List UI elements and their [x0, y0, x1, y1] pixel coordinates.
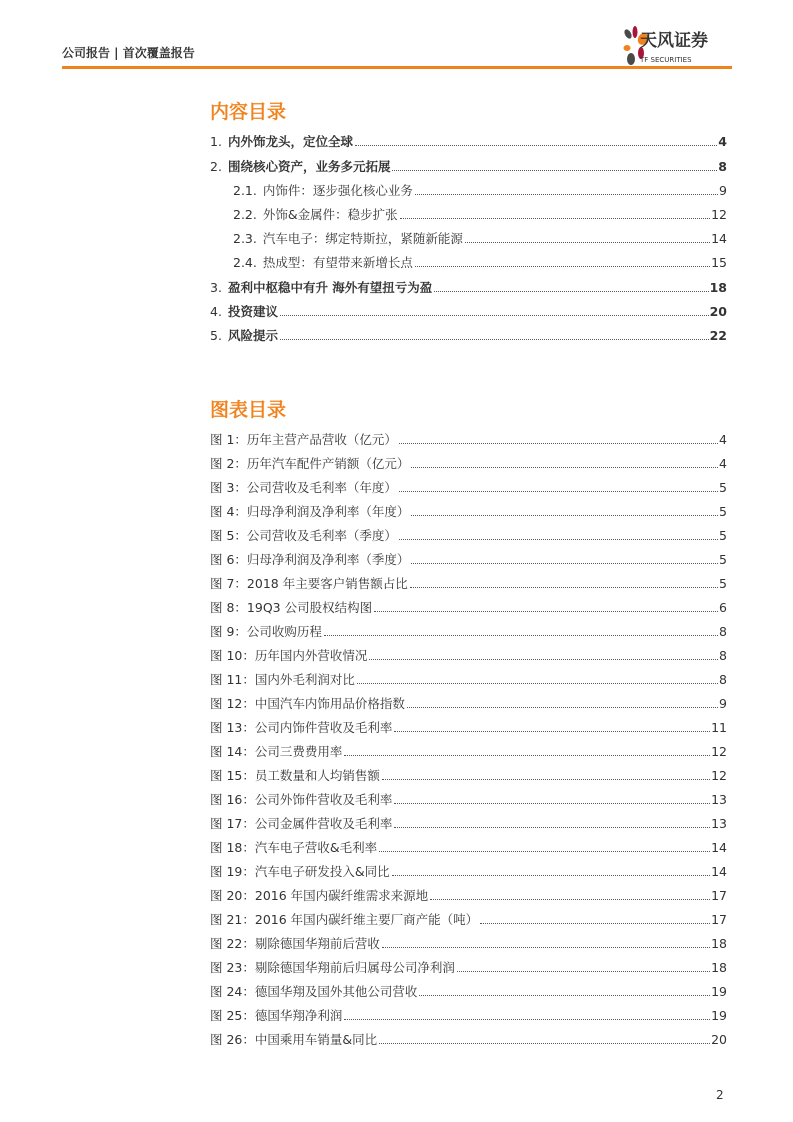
- entry-title: 围绕核心资产，业务多元拓展: [227, 159, 391, 174]
- entry-title: 图 13：公司内饰件营收及毛利率: [210, 719, 393, 735]
- entry-title: 盈利中枢稳中有升 海外有望扭亏为盈: [227, 280, 433, 295]
- contents-title: 内容目录: [210, 101, 287, 123]
- entry-page: 14: [711, 839, 727, 855]
- entry-page: 4: [719, 455, 727, 471]
- entry-number: 2.: [210, 159, 222, 174]
- leader-dots: [411, 467, 718, 468]
- leader-dots: [280, 315, 709, 316]
- entry-page: 17: [711, 911, 727, 927]
- entry-title: 图 3：公司营收及毛利率（年度）: [210, 479, 397, 495]
- entry-number: 2.4.: [233, 255, 257, 270]
- toc-entry[interactable]: [210, 814, 727, 832]
- entry-page: 22: [709, 328, 727, 343]
- toc-entry[interactable]: [233, 205, 727, 223]
- entry-page: 8: [719, 671, 727, 687]
- entry-page: 12: [711, 743, 727, 759]
- entry-page: 8: [719, 623, 727, 639]
- leader-dots: [457, 971, 710, 972]
- page-number: 2: [716, 1088, 724, 1102]
- entry-title: 图 14：公司三费费用率: [210, 743, 343, 759]
- toc-entry[interactable]: [210, 326, 727, 344]
- toc-entry[interactable]: [210, 694, 727, 712]
- leader-dots: [379, 1043, 710, 1044]
- entry-page: 20: [709, 304, 727, 319]
- toc-entry[interactable]: [233, 181, 727, 199]
- entry-title: 图 26：中国乘用车销量&同比: [210, 1031, 378, 1047]
- entry-page: 14: [711, 231, 727, 246]
- toc-entry[interactable]: [210, 478, 727, 496]
- entry-number: 5.: [210, 328, 222, 343]
- leader-dots: [434, 291, 708, 292]
- toc-entry[interactable]: [210, 838, 727, 856]
- entry-title: 图 5：公司营收及毛利率（季度）: [210, 527, 397, 543]
- entry-title: 图 17：公司金属件营收及毛利率: [210, 815, 393, 831]
- entry-page: 18: [711, 935, 727, 951]
- leader-dots: [324, 635, 718, 636]
- entry-page: 15: [711, 255, 727, 270]
- leader-dots: [430, 899, 710, 900]
- entry-title: 外饰&金属件：稳步扩张: [262, 207, 398, 222]
- entry-page: 5: [719, 551, 727, 567]
- toc-entry[interactable]: [210, 742, 727, 760]
- entry-page: 20: [711, 1031, 727, 1047]
- entry-number: 2.1.: [233, 183, 257, 198]
- entry-title: 图 15：员工数量和人均销售额: [210, 767, 380, 783]
- leader-dots: [415, 266, 710, 267]
- entry-page: 14: [711, 863, 727, 879]
- entry-title: 图 10：历年国内外营收情况: [210, 647, 368, 663]
- entry-page: 5: [719, 503, 727, 519]
- toc-entry[interactable]: [210, 910, 727, 928]
- toc-entry[interactable]: [210, 1030, 727, 1048]
- entry-page: 19: [711, 1007, 727, 1023]
- entry-page: 5: [719, 575, 727, 591]
- leader-dots: [399, 539, 718, 540]
- entry-page: 9: [719, 695, 727, 711]
- entry-title: 汽车电子：绑定特斯拉，紧随新能源: [262, 231, 463, 246]
- leader-dots: [411, 563, 718, 564]
- leader-dots: [357, 683, 718, 684]
- entry-title: 图 12：中国汽车内饰用品价格指数: [210, 695, 405, 711]
- entry-title: 图 6：归母净利润及净利率（季度）: [210, 551, 410, 567]
- leader-dots: [399, 443, 718, 444]
- leader-dots: [379, 851, 710, 852]
- entry-page: 5: [719, 479, 727, 495]
- toc-entry[interactable]: [210, 958, 727, 976]
- entry-title: 图 24：德国华翔及国外其他公司营收: [210, 983, 418, 999]
- toc-entry[interactable]: [210, 302, 727, 320]
- entry-page: 5: [719, 527, 727, 543]
- toc-entry[interactable]: [210, 598, 727, 616]
- toc-entry[interactable]: [210, 790, 727, 808]
- toc-entry[interactable]: [210, 982, 727, 1000]
- entry-title: 图 25：德国华翔净利润: [210, 1007, 343, 1023]
- entry-title: 热成型：有望带来新增长点: [262, 255, 413, 270]
- leader-dots: [374, 611, 718, 612]
- entry-title: 图 16：公司外饰件营收及毛利率: [210, 791, 393, 807]
- header-divider: [62, 66, 732, 69]
- entry-title: 图 18：汽车电子营收&毛利率: [210, 839, 378, 855]
- toc-entry[interactable]: [210, 454, 727, 472]
- entry-title: 图 22：剔除德国华翔前后营收: [210, 935, 380, 951]
- entry-title: 图 8：19Q3 公司股权结构图: [210, 599, 373, 615]
- leader-dots: [344, 755, 710, 756]
- entry-page: 12: [711, 207, 727, 222]
- toc-entry[interactable]: [210, 574, 727, 592]
- entry-title: 图 2：历年汽车配件产销额（亿元）: [210, 455, 410, 471]
- entry-title: 内饰件：逐步强化核心业务: [262, 183, 413, 198]
- entry-title: 图 23：剔除德国华翔前后归属母公司净利润: [210, 959, 455, 975]
- toc-entry[interactable]: [210, 278, 727, 296]
- leader-dots: [382, 779, 710, 780]
- leader-dots: [465, 242, 710, 243]
- entry-page: 13: [711, 791, 727, 807]
- toc-entry[interactable]: [210, 502, 727, 520]
- toc-entry[interactable]: [210, 526, 727, 544]
- toc-entry[interactable]: [233, 229, 727, 247]
- entry-title: 图 19：汽车电子研发投入&同比: [210, 863, 390, 879]
- leader-dots: [394, 827, 710, 828]
- entry-page: 19: [711, 983, 727, 999]
- leader-dots: [407, 707, 718, 708]
- leader-dots: [369, 659, 718, 660]
- entry-page: 8: [718, 159, 727, 174]
- entry-title: 图 20：2016 年国内碳纤维需求来源地: [210, 887, 429, 903]
- leader-dots: [280, 339, 709, 340]
- toc-entry[interactable]: [210, 646, 727, 664]
- entry-page: 17: [711, 887, 727, 903]
- toc-entry[interactable]: [210, 157, 727, 175]
- leader-dots: [392, 170, 717, 171]
- leader-dots: [392, 875, 710, 876]
- leader-dots: [400, 218, 710, 219]
- entry-page: 8: [719, 647, 727, 663]
- entry-title: 投资建议: [227, 304, 278, 319]
- entry-page: 9: [719, 183, 727, 198]
- toc-entry[interactable]: [210, 718, 727, 736]
- entry-title: 图 21：2016 年国内碳纤维主要厂商产能（吨）: [210, 911, 479, 927]
- leader-dots: [394, 731, 710, 732]
- leader-dots: [355, 145, 717, 146]
- leader-dots: [382, 947, 710, 948]
- report-type: 公司报告 | 首次覆盖报告: [62, 46, 195, 60]
- entry-page: 6: [719, 599, 727, 615]
- leader-dots: [399, 491, 718, 492]
- entry-page: 18: [711, 959, 727, 975]
- entry-page: 4: [719, 432, 727, 447]
- leader-dots: [415, 194, 718, 195]
- leader-dots: [480, 923, 710, 924]
- entry-number: 3.: [210, 280, 222, 295]
- entry-number: 1.: [210, 134, 222, 149]
- toc-entry[interactable]: [210, 622, 727, 640]
- toc-entry[interactable]: [233, 253, 727, 271]
- entry-page: 11: [711, 719, 727, 735]
- entry-title: 风险提示: [227, 328, 278, 343]
- figures-title: 图表目录: [210, 399, 287, 421]
- entry-title: 图 7：2018 年主要客户销售额占比: [210, 575, 408, 591]
- entry-number: 4.: [210, 304, 222, 319]
- leader-dots: [394, 803, 710, 804]
- entry-number: 2.2.: [233, 207, 257, 222]
- leader-dots: [419, 995, 710, 996]
- entry-title: 图 9：公司收购历程: [210, 623, 322, 639]
- entry-title: 内外饰龙头，定位全球: [227, 134, 353, 149]
- entry-page: 18: [709, 280, 727, 295]
- toc-entry[interactable]: [210, 670, 727, 688]
- entry-page: 13: [711, 815, 727, 831]
- toc-entry[interactable]: [210, 132, 727, 150]
- leader-dots: [344, 1019, 710, 1020]
- entry-number: 2.3.: [233, 231, 257, 246]
- toc-entry[interactable]: [210, 934, 727, 952]
- entry-page: 12: [711, 767, 727, 783]
- logo-text-en: TF SECURITIES: [640, 56, 692, 64]
- leader-dots: [411, 515, 718, 516]
- toc-entry[interactable]: [210, 430, 727, 448]
- leader-dots: [410, 587, 718, 588]
- toc-entry[interactable]: [210, 550, 727, 568]
- entry-title: 图 4：归母净利润及净利率（年度）: [210, 503, 410, 519]
- toc-entry[interactable]: [210, 1006, 727, 1024]
- toc-entry[interactable]: [210, 766, 727, 784]
- entry-page: 4: [718, 134, 727, 149]
- entry-title: 图 1：历年主营产品营收（亿元）: [210, 432, 397, 447]
- toc-entry[interactable]: [210, 862, 727, 880]
- entry-title: 图 11：国内外毛利润对比: [210, 671, 355, 687]
- logo-text-cn: 天风证券: [640, 31, 708, 51]
- toc-entry[interactable]: [210, 886, 727, 904]
